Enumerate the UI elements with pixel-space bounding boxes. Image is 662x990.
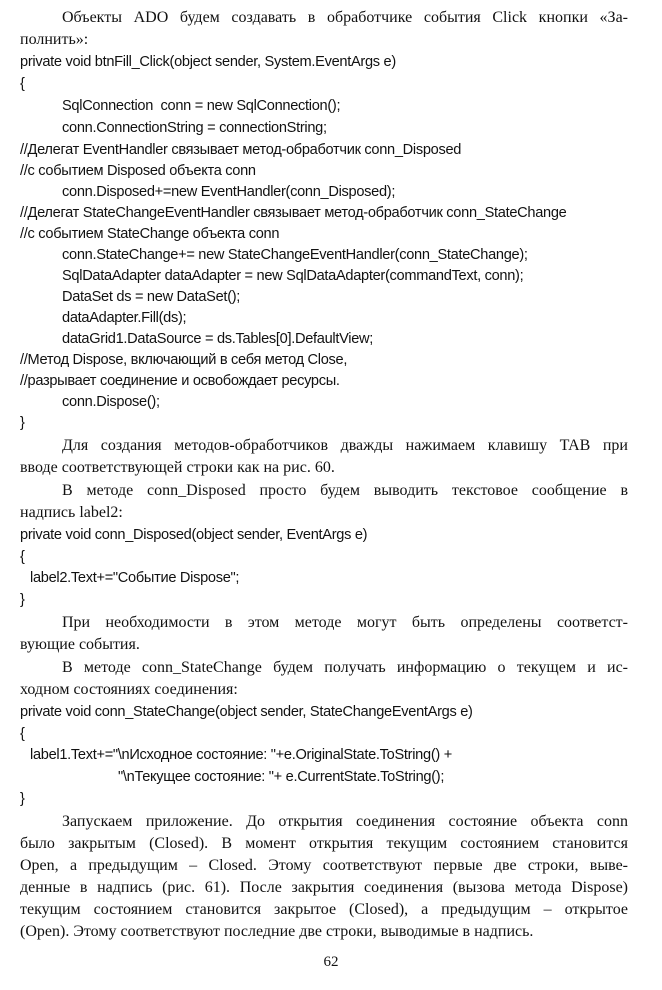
code-line: private void conn_Disposed(object sender, EventArgs e) [20, 527, 368, 543]
text-line: вводе соответствующей строки как на рис. 60. [20, 459, 335, 476]
code-line: private void conn_StateChange(object sender, StateChangeEventArgs e) [20, 704, 473, 720]
code-line: dataAdapter.Fill(ds); [62, 310, 187, 326]
code-line: conn.Dispose(); [62, 394, 160, 410]
text-line: В методе conn_Disposed просто будем выводить текстовое сообщение в [62, 482, 628, 499]
code-line: private void btnFill_Click(object sender, System.EventArgs e) [20, 54, 396, 70]
text-line: При необходимости в этом методе могут быть определены соответст- [62, 614, 628, 631]
code-line: SqlConnection conn = new SqlConnection(); [62, 98, 341, 114]
text-line: денные в надпись (рис. 61). После закрытия соединения (вызова метода Dispose) [20, 879, 628, 896]
text-line: Для создания методов-обработчиков дважды нажимаем клавишу TAB при [62, 437, 628, 454]
code-line: } [20, 791, 25, 807]
code-line: SqlDataAdapter dataAdapter = new SqlDataAdapter(commandText, conn); [62, 268, 524, 284]
code-line: } [20, 415, 25, 431]
text-line: Объекты ADO будем создавать в обработчике события Click кнопки «За- [62, 9, 628, 26]
text-line: было закрытым (Closed). В момент открытия текущим состоянием становится [20, 835, 628, 852]
code-line: } [20, 592, 25, 608]
code-line: label1.Text+="\nИсходное состояние: "+e.OriginalState.ToString() + [30, 747, 452, 763]
code-line: "\nТекущее состояние: "+ e.CurrentState.ToString(); [118, 769, 445, 785]
code-line: DataSet ds = new DataSet(); [62, 289, 241, 305]
code-comment: //Делегат EventHandler связывает метод-обработчик conn_Disposed [20, 142, 462, 158]
text-line: текущим состоянием становится закрытое (Closed), а предыдущим – открытое [20, 901, 628, 918]
text-line: (Open). Этому соответствуют последние две строки, выводимые в надпись. [20, 923, 534, 940]
text-line: полнить»: [20, 31, 89, 48]
code-line: { [20, 726, 25, 742]
code-comment: //с событием Disposed объекта conn [20, 163, 256, 179]
text-line: Запускаем приложение. До открытия соединения состояние объекта conn [62, 813, 628, 830]
text-line: В методе conn_StateChange будем получать информацию о текущем и ис- [62, 659, 628, 676]
code-line: conn.ConnectionString = connectionString; [62, 120, 327, 136]
text-line: ходном состояниях соединения: [20, 681, 238, 698]
code-comment: //Делегат StateChangeEventHandler связывает метод-обработчик conn_StateChange [20, 205, 567, 221]
code-comment: //с событием StateChange объекта conn [20, 226, 280, 242]
code-line: conn.StateChange+= new StateChangeEventHandler(conn_StateChange); [62, 247, 528, 263]
text-line: Open, а предыдущим – Closed. Этому соответствуют первые две строки, выве- [20, 857, 628, 874]
code-line: { [20, 549, 25, 565]
code-comment: //разрывает соединение и освобождает ресурсы. [20, 373, 340, 389]
text-line: вующие события. [20, 636, 140, 653]
text-line: надпись label2: [20, 504, 123, 521]
page-number: 62 [323, 954, 339, 970]
code-comment: //Метод Dispose, включающий в себя метод Close, [20, 352, 348, 368]
code-line: dataGrid1.DataSource = ds.Tables[0].DefaultView; [62, 331, 374, 347]
code-line: label2.Text+="Событие Dispose"; [30, 570, 240, 586]
code-line: { [20, 76, 25, 92]
code-line: conn.Disposed+=new EventHandler(conn_Disposed); [62, 184, 396, 200]
